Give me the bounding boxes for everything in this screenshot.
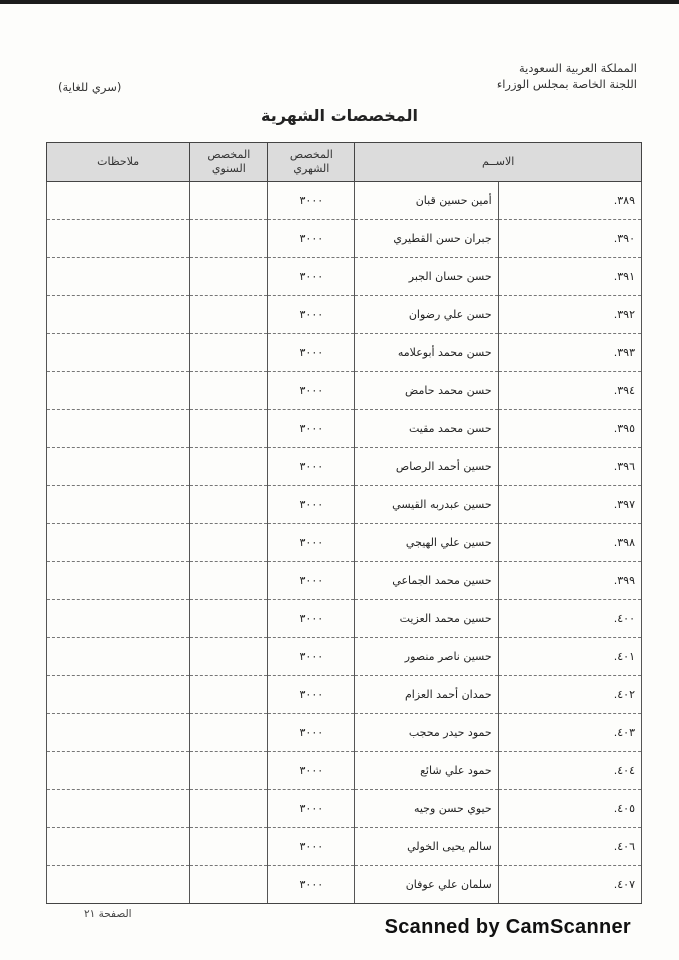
- row-name: حسن علي رضوان: [355, 296, 498, 334]
- allowances-table: [46, 142, 642, 904]
- row-notes: [47, 714, 190, 752]
- table-row: [47, 486, 642, 524]
- row-notes: [47, 334, 190, 372]
- document-title: المخصصات الشهرية: [261, 106, 418, 125]
- row-name: حسين علي الهيجي: [355, 524, 498, 562]
- table-row: [47, 258, 642, 296]
- row-number: ٣٨٩.: [498, 182, 641, 220]
- allowances-table-container: [46, 142, 642, 904]
- table-row: [47, 220, 642, 258]
- row-name: حمدان أحمد العزام: [355, 676, 498, 714]
- table-row: [47, 410, 642, 448]
- row-name: حسين محمد الجماعي: [355, 562, 498, 600]
- row-notes: [47, 600, 190, 638]
- row-annual-allowance: [190, 410, 268, 448]
- row-monthly-allowance: ٣٠٠٠: [268, 372, 355, 410]
- table-row: [47, 334, 642, 372]
- row-monthly-allowance: ٣٠٠٠: [268, 486, 355, 524]
- header-annual-line2: السنوي: [211, 162, 246, 175]
- row-monthly-allowance: ٣٠٠٠: [268, 448, 355, 486]
- table-header-row: [47, 143, 642, 182]
- row-name: سالم يحيى الخولي: [355, 828, 498, 866]
- row-name: حسن محمد حامض: [355, 372, 498, 410]
- row-monthly-allowance: ٣٠٠٠: [268, 220, 355, 258]
- table-body: [47, 182, 642, 904]
- row-number: ٤٠٤.: [498, 752, 641, 790]
- row-annual-allowance: [190, 562, 268, 600]
- table-row: [47, 638, 642, 676]
- table-row: [47, 296, 642, 334]
- row-name: سلمان علي عوفان: [355, 866, 498, 904]
- row-notes: [47, 448, 190, 486]
- row-notes: [47, 372, 190, 410]
- header-annual-line1: المخصص: [207, 148, 251, 161]
- row-number: ٣٩٠.: [498, 220, 641, 258]
- header-monthly: [268, 143, 355, 182]
- row-annual-allowance: [190, 676, 268, 714]
- header-monthly-line1: المخصص: [289, 148, 333, 161]
- row-monthly-allowance: ٣٠٠٠: [268, 714, 355, 752]
- row-number: ٤٠٧.: [498, 866, 641, 904]
- row-annual-allowance: [190, 448, 268, 486]
- row-notes: [47, 752, 190, 790]
- row-notes: [47, 486, 190, 524]
- classification-label: (سري للغاية): [58, 80, 122, 94]
- row-name: حسن محمد أبوعلامه: [355, 334, 498, 372]
- row-annual-allowance: [190, 334, 268, 372]
- row-name: حمود علي شائع: [355, 752, 498, 790]
- row-number: ٣٩٢.: [498, 296, 641, 334]
- row-annual-allowance: [190, 372, 268, 410]
- row-name: حسن حسان الجبر: [355, 258, 498, 296]
- row-monthly-allowance: ٣٠٠٠: [268, 182, 355, 220]
- row-monthly-allowance: ٣٠٠٠: [268, 790, 355, 828]
- row-annual-allowance: [190, 258, 268, 296]
- header-notes: ملاحظات: [47, 143, 190, 182]
- page-number: الصفحة ٢١: [84, 908, 132, 920]
- row-monthly-allowance: ٣٠٠٠: [268, 562, 355, 600]
- row-monthly-allowance: ٣٠٠٠: [268, 752, 355, 790]
- table-row: [47, 562, 642, 600]
- row-name: حسين محمد العزيت: [355, 600, 498, 638]
- scanner-watermark: Scanned by CamScanner: [384, 916, 631, 938]
- row-monthly-allowance: ٣٠٠٠: [268, 296, 355, 334]
- row-notes: [47, 524, 190, 562]
- row-annual-allowance: [190, 714, 268, 752]
- issuer-header: [497, 60, 637, 92]
- row-annual-allowance: [190, 638, 268, 676]
- row-notes: [47, 296, 190, 334]
- row-number: ٤٠٢.: [498, 676, 641, 714]
- row-monthly-allowance: ٣٠٠٠: [268, 258, 355, 296]
- row-monthly-allowance: ٣٠٠٠: [268, 638, 355, 676]
- row-number: ٣٩٨.: [498, 524, 641, 562]
- row-number: ٤٠١.: [498, 638, 641, 676]
- row-name: حمود حيدر محجب: [355, 714, 498, 752]
- row-name: جبران حسن القطيري: [355, 220, 498, 258]
- table-row: [47, 866, 642, 904]
- row-notes: [47, 790, 190, 828]
- row-monthly-allowance: ٣٠٠٠: [268, 676, 355, 714]
- row-annual-allowance: [190, 752, 268, 790]
- table-row: [47, 790, 642, 828]
- row-number: ٣٩٥.: [498, 410, 641, 448]
- row-notes: [47, 182, 190, 220]
- table-row: [47, 372, 642, 410]
- row-number: ٣٩٤.: [498, 372, 641, 410]
- row-number: ٤٠٣.: [498, 714, 641, 752]
- row-notes: [47, 638, 190, 676]
- row-notes: [47, 866, 190, 904]
- row-notes: [47, 220, 190, 258]
- committee-name: اللجنة الخاصة بمجلس الوزراء: [496, 77, 637, 91]
- row-annual-allowance: [190, 220, 268, 258]
- row-number: ٣٩٧.: [498, 486, 641, 524]
- row-number: ٤٠٦.: [498, 828, 641, 866]
- table-row: [47, 676, 642, 714]
- row-annual-allowance: [190, 866, 268, 904]
- row-number: ٣٩٣.: [498, 334, 641, 372]
- row-name: حسين أحمد الرصاص: [355, 448, 498, 486]
- table-row: [47, 448, 642, 486]
- row-name: حسين عبدربه القيسي: [355, 486, 498, 524]
- row-notes: [47, 562, 190, 600]
- country-name: المملكة العربية السعودية: [519, 61, 637, 75]
- row-monthly-allowance: ٣٠٠٠: [268, 410, 355, 448]
- table-row: [47, 600, 642, 638]
- table-row: [47, 828, 642, 866]
- row-notes: [47, 258, 190, 296]
- row-annual-allowance: [190, 524, 268, 562]
- row-name: أمين حسين قبان: [355, 182, 498, 220]
- row-notes: [47, 676, 190, 714]
- top-border-rule: [0, 0, 679, 4]
- row-annual-allowance: [190, 828, 268, 866]
- row-name: حسن محمد مقيت: [355, 410, 498, 448]
- header-name: الاســم: [355, 143, 642, 182]
- table-row: [47, 524, 642, 562]
- row-annual-allowance: [190, 486, 268, 524]
- row-number: ٣٩٦.: [498, 448, 641, 486]
- table-row: [47, 752, 642, 790]
- row-monthly-allowance: ٣٠٠٠: [268, 866, 355, 904]
- header-monthly-line2: الشهري: [293, 162, 330, 175]
- row-annual-allowance: [190, 600, 268, 638]
- header-annual: [190, 143, 268, 182]
- row-number: ٤٠٥.: [498, 790, 641, 828]
- row-number: ٣٩٩.: [498, 562, 641, 600]
- row-annual-allowance: [190, 296, 268, 334]
- table-row: [47, 714, 642, 752]
- row-monthly-allowance: ٣٠٠٠: [268, 828, 355, 866]
- row-annual-allowance: [190, 790, 268, 828]
- row-monthly-allowance: ٣٠٠٠: [268, 600, 355, 638]
- row-number: ٤٠٠.: [498, 600, 641, 638]
- row-name: حيوي حسن وجيه: [355, 790, 498, 828]
- row-annual-allowance: [190, 182, 268, 220]
- row-monthly-allowance: ٣٠٠٠: [268, 334, 355, 372]
- row-notes: [47, 828, 190, 866]
- row-monthly-allowance: ٣٠٠٠: [268, 524, 355, 562]
- table-row: [47, 182, 642, 220]
- row-number: ٣٩١.: [498, 258, 641, 296]
- row-name: حسين ناصر منصور: [355, 638, 498, 676]
- row-notes: [47, 410, 190, 448]
